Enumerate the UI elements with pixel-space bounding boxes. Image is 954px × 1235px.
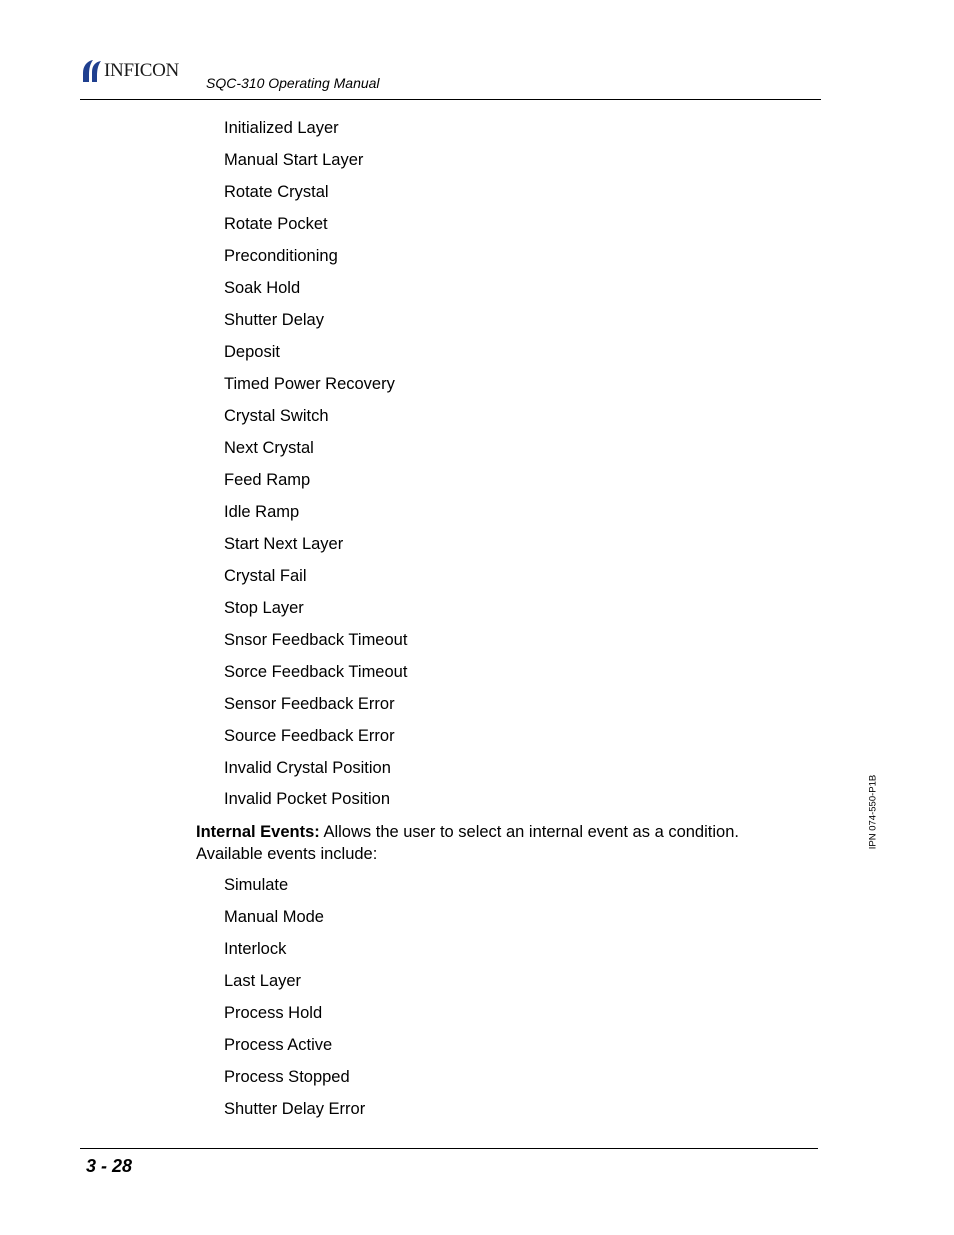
- list-item: Simulate: [224, 876, 289, 894]
- header-divider: [80, 99, 821, 100]
- list-item: Preconditioning: [224, 247, 338, 265]
- list-item: Initialized Layer: [224, 119, 339, 137]
- document-id-text: IPN 074-550-P1B: [867, 774, 879, 850]
- inficon-logo-mark-icon: [81, 59, 103, 83]
- list-item: Idle Ramp: [224, 503, 300, 521]
- list-item: Sorce Feedback Timeout: [224, 663, 408, 681]
- list-item: Sensor Feedback Error: [224, 695, 395, 713]
- list-item: Interlock: [224, 940, 287, 958]
- footer-divider: [80, 1148, 818, 1149]
- list-item: Crystal Fail: [224, 567, 307, 585]
- inficon-logo: [81, 59, 179, 83]
- list-item: Manual Mode: [224, 908, 324, 926]
- list-item: Process Active: [224, 1036, 333, 1054]
- list-item: Invalid Pocket Position: [224, 790, 391, 808]
- document-id-margin-note: [865, 774, 881, 850]
- list-item: Process Hold: [224, 1004, 323, 1022]
- list-item: Invalid Crystal Position: [224, 759, 391, 777]
- internal-events-description: Allows the user to select an internal event as a condition. Available events include:: [196, 823, 739, 863]
- list-item: Rotate Pocket: [224, 215, 328, 233]
- list-item: Last Layer: [224, 972, 302, 990]
- list-item: Deposit: [224, 343, 280, 361]
- list-item: Soak Hold: [224, 279, 301, 297]
- list-item: Start Next Layer: [224, 535, 344, 553]
- list-item: Crystal Switch: [224, 407, 329, 425]
- manual-title: SQC-310 Operating Manual: [206, 75, 380, 91]
- list-item: Snsor Feedback Timeout: [224, 631, 408, 649]
- list-item: Rotate Crystal: [224, 183, 329, 201]
- internal-events-paragraph: [196, 821, 796, 865]
- list-item: Timed Power Recovery: [224, 375, 395, 393]
- list-item: Shutter Delay: [224, 311, 324, 329]
- list-item: Shutter Delay Error: [224, 1100, 366, 1118]
- list-item: Feed Ramp: [224, 471, 311, 489]
- logo-text: INFICON: [104, 60, 179, 81]
- internal-events-term: Internal Events:: [196, 823, 320, 841]
- page-number: 3 - 28: [86, 1156, 133, 1176]
- page-header: [0, 0, 954, 101]
- list-item: Next Crystal: [224, 439, 314, 457]
- list-item: Source Feedback Error: [224, 727, 395, 745]
- list-item: Manual Start Layer: [224, 151, 364, 169]
- list-item: Process Stopped: [224, 1068, 350, 1086]
- list-item: Stop Layer: [224, 599, 304, 617]
